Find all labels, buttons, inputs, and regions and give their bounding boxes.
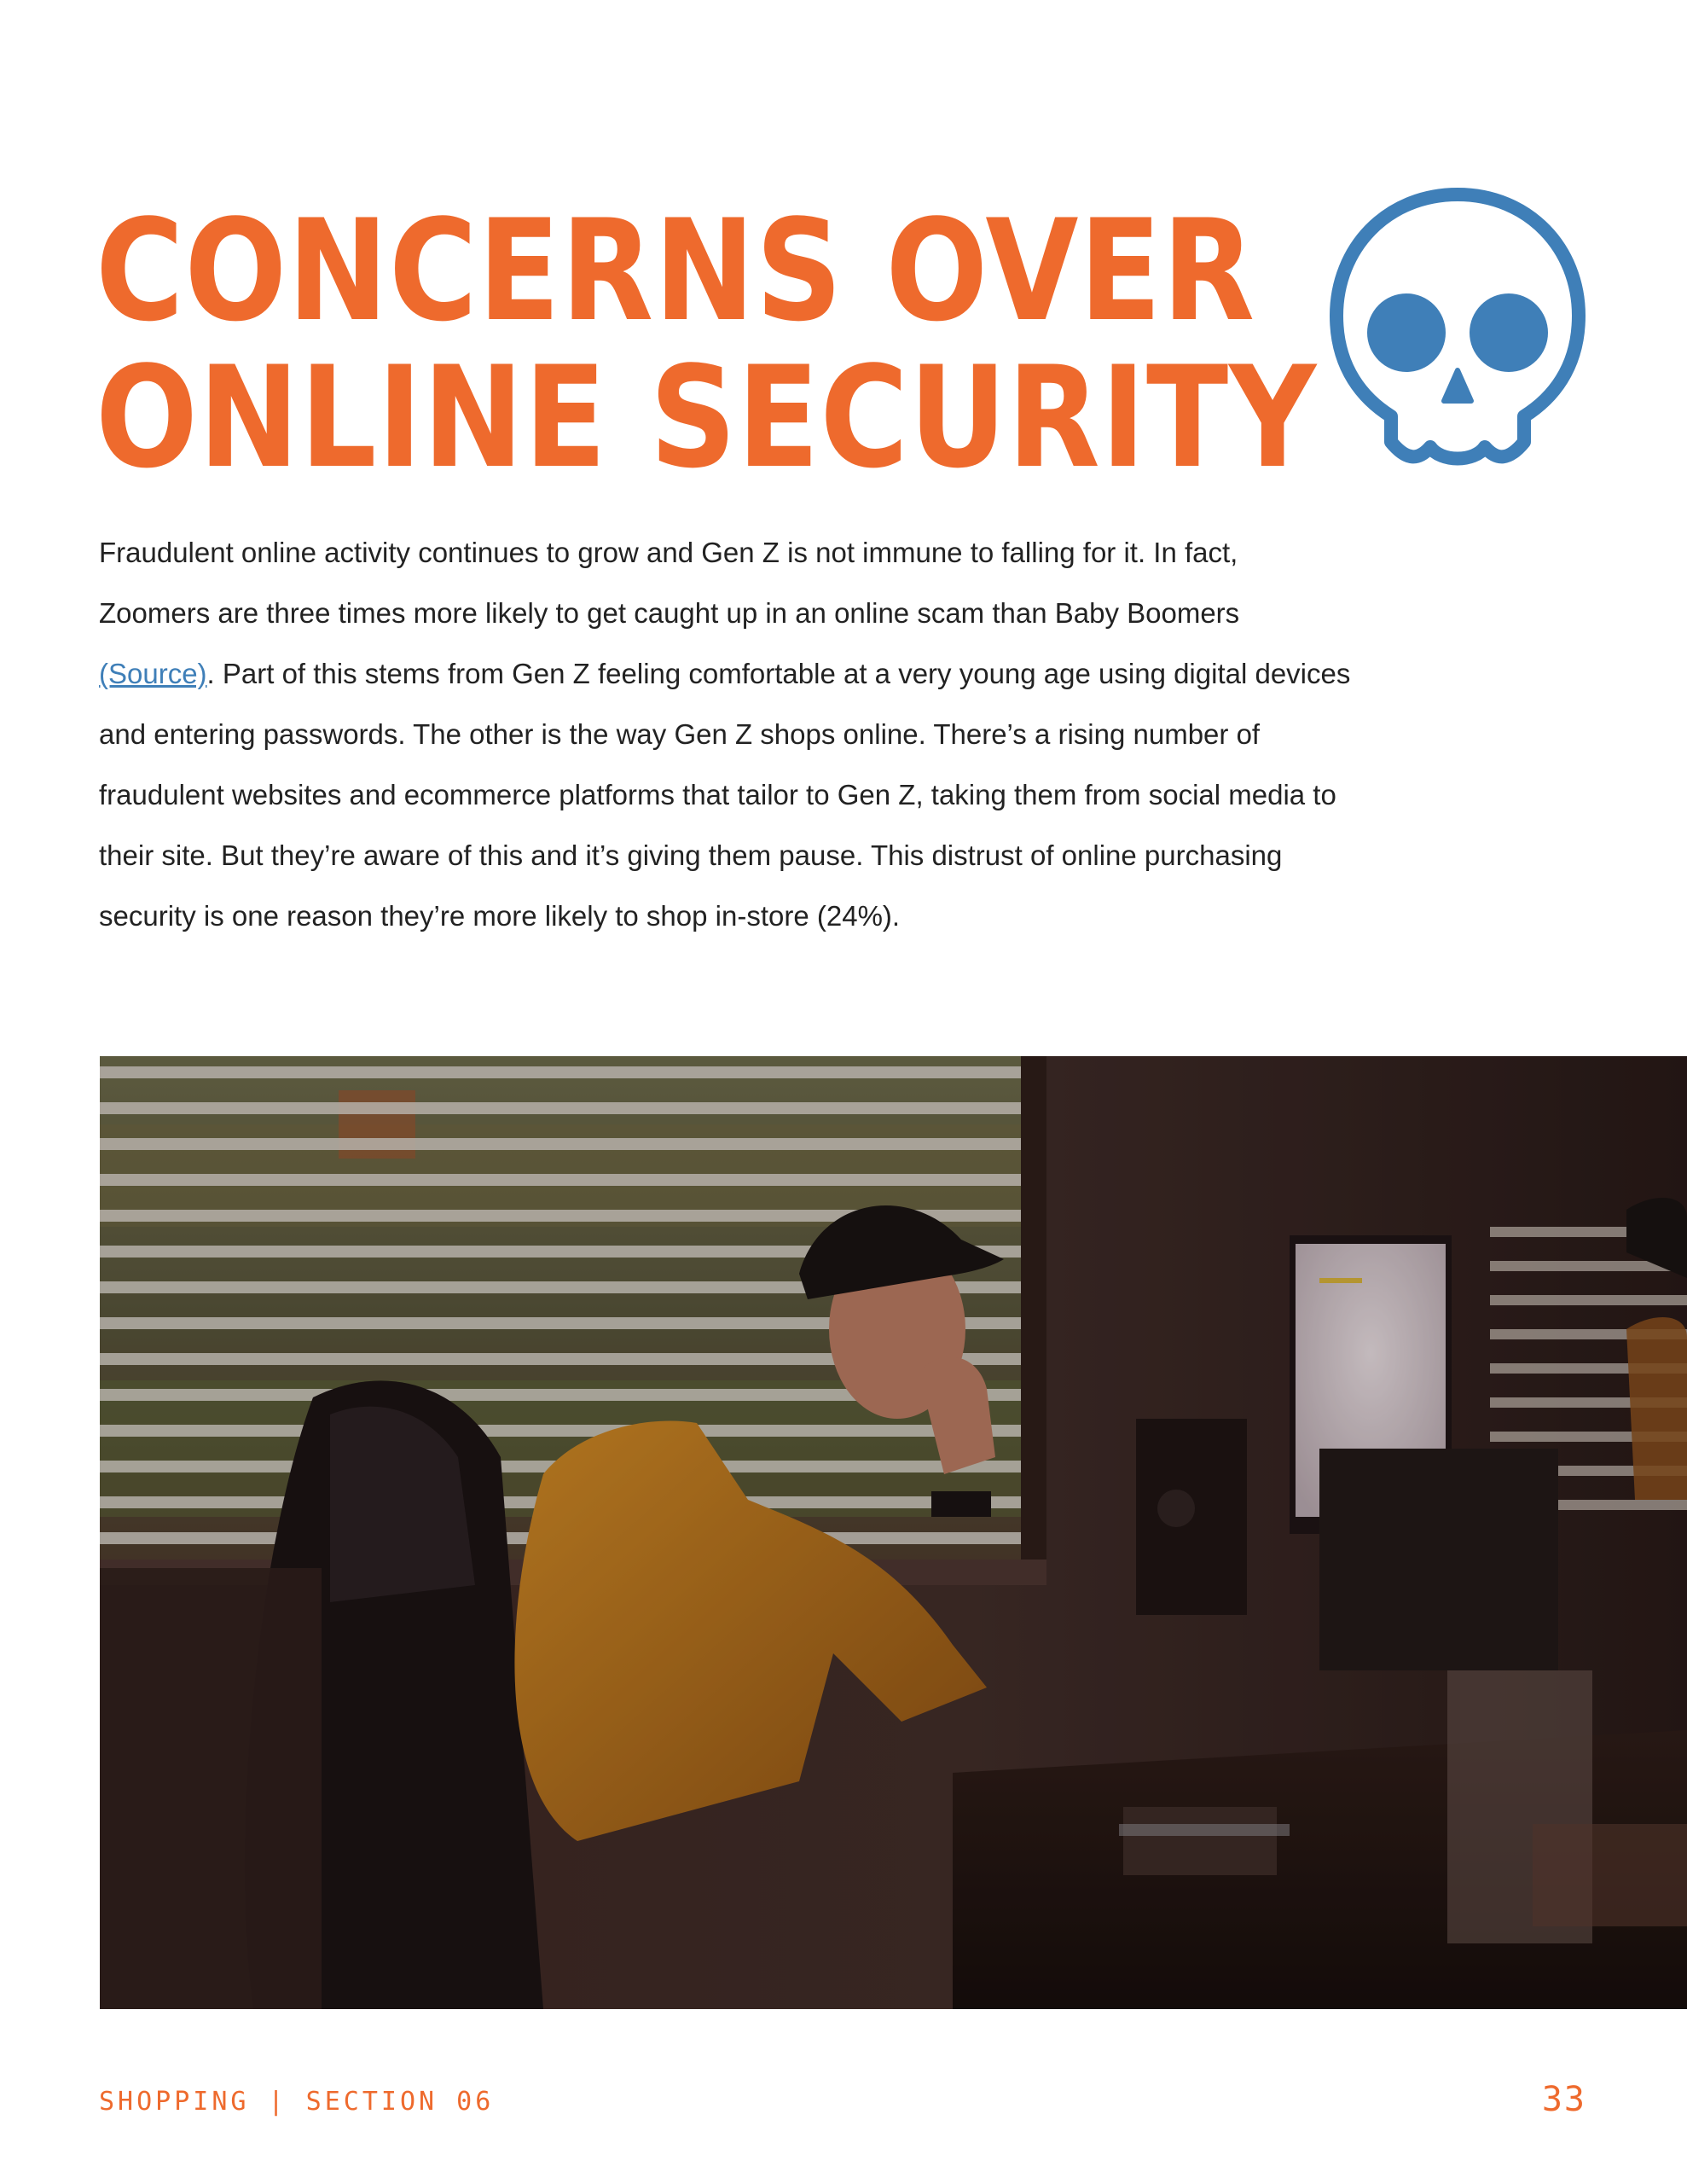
skull-icon — [1325, 186, 1591, 476]
title-line-2: ONLINE SECURITY — [96, 336, 1318, 499]
body-paragraph — [99, 522, 1353, 946]
body-text-part-1: Fraudulent online activity continues to grow and Gen Z is not immune to falling for it. In fact, Zoomers are three times more likely to get caught up in an online scam than Baby Boomers — [99, 537, 1240, 629]
footer-section-label: SHOPPING | SECTION 06 — [99, 2087, 495, 2117]
page-title — [96, 189, 1318, 499]
page-number: 33 — [1541, 2080, 1586, 2119]
body-text-part-2: . Part of this stems from Gen Z feeling comfortable at a very young age using digital devices and entering passwords. The other is the way Gen Z shops online. There’s a rising number of fraudulent websites and ecommerce platforms that tailor to Gen Z, taking them from social media to their site. But they’re aware of this and it’s giving them pause. This distrust of online purchasing security is one reason they’re more likely to shop in-store (24%). — [99, 658, 1351, 932]
photo-man-at-computer — [100, 1056, 1687, 2009]
source-link[interactable]: (Source) — [99, 658, 207, 689]
title-line-1: CONCERNS OVER — [96, 189, 1256, 352]
